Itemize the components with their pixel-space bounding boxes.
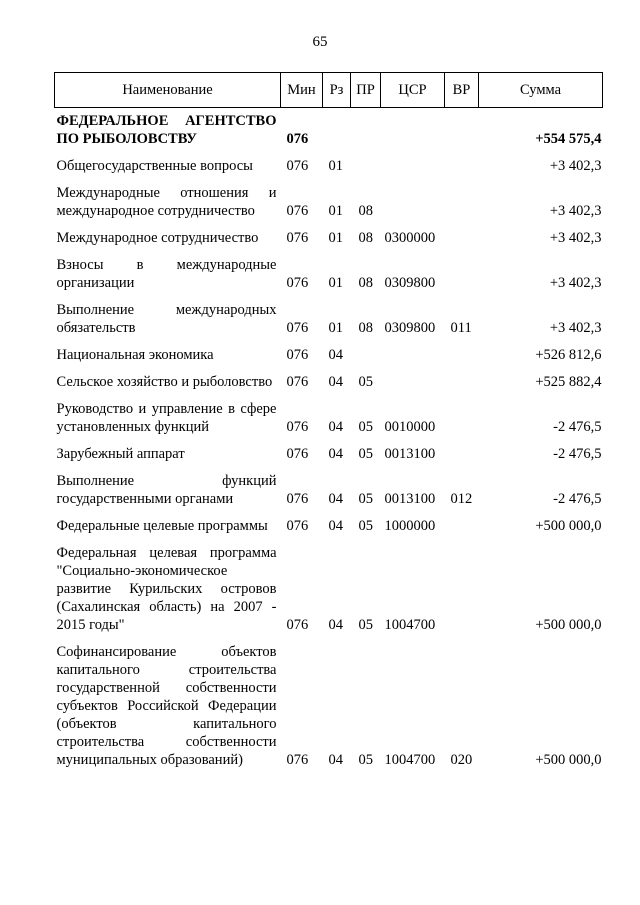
row-vr (445, 250, 479, 295)
table-row (55, 439, 603, 466)
row-vr (445, 367, 479, 394)
row-sum: +525 882,4 (535, 374, 602, 390)
row-name: Софинансирование объектов капитального строительства государственной собственности субъектов Российской Федерации (объектов капитального строительства собственности муниципальных образований) (56, 644, 277, 768)
row-rz: 01 (328, 230, 343, 246)
table-header-row (55, 73, 603, 108)
row-pr: 05 (358, 617, 373, 633)
row-name: Выполнение международных обязательств (56, 302, 277, 336)
row-csr (381, 108, 445, 152)
row-min: 076 (286, 230, 309, 246)
row-csr: 0309800 (384, 320, 436, 336)
row-sum: +3 402,3 (549, 203, 602, 219)
row-pr: 05 (358, 419, 373, 435)
row-vr (445, 178, 479, 223)
row-min: 076 (286, 419, 309, 435)
row-rz: 04 (328, 446, 343, 462)
row-csr: 1000000 (384, 518, 436, 534)
row-sum: +500 000,0 (535, 617, 602, 633)
row-name: Руководство и управление в сфере установленных функций (56, 401, 277, 435)
row-name: ФЕДЕРАЛЬНОЕ АГЕНТСТВО ПО РЫБОЛОВСТВУ (56, 113, 277, 147)
row-min: 076 (286, 158, 309, 174)
row-pr: 05 (358, 752, 373, 768)
row-pr (351, 108, 381, 152)
row-vr (445, 439, 479, 466)
row-pr: 08 (358, 320, 373, 336)
row-min: 076 (286, 752, 309, 768)
row-sum: -2 476,5 (553, 446, 602, 462)
table-row (55, 367, 603, 394)
row-pr: 05 (358, 491, 373, 507)
row-sum: +3 402,3 (549, 275, 602, 291)
header-vr: ВР (445, 73, 479, 108)
table-row (55, 511, 603, 538)
row-rz: 01 (328, 275, 343, 291)
row-sum: +554 575,4 (535, 131, 602, 147)
header-name: Наименование (55, 73, 281, 108)
row-vr: 020 (450, 752, 473, 768)
row-rz: 04 (328, 617, 343, 633)
row-csr: 0010000 (384, 419, 436, 435)
row-min: 076 (286, 518, 309, 534)
table-row (55, 394, 603, 439)
row-csr (381, 178, 445, 223)
table-row (55, 295, 603, 340)
row-vr (445, 108, 479, 152)
row-vr: 012 (450, 491, 473, 507)
row-rz: 01 (328, 203, 343, 219)
row-sum: +3 402,3 (549, 320, 602, 336)
row-pr: 05 (358, 446, 373, 462)
row-name: Сельское хозяйство и рыболовство (56, 374, 273, 390)
row-rz (323, 108, 351, 152)
row-csr: 0013100 (384, 491, 436, 507)
row-csr: 0309800 (384, 275, 436, 291)
header-rz: Рз (323, 73, 351, 108)
row-min: 076 (286, 275, 309, 291)
row-rz: 04 (328, 347, 343, 363)
row-min: 076 (286, 203, 309, 219)
row-csr (381, 367, 445, 394)
row-rz: 04 (328, 374, 343, 390)
row-pr: 08 (358, 275, 373, 291)
row-pr: 05 (358, 518, 373, 534)
row-min: 076 (286, 131, 309, 147)
row-name: Национальная экономика (56, 347, 214, 363)
table-row (55, 178, 603, 223)
page-number: 65 (312, 34, 328, 50)
row-name: Выполнение функций государственными органами (56, 473, 277, 507)
row-min: 076 (286, 347, 309, 363)
row-name: Федеральная целевая программа "Социально-экономическое развитие Курильских островов (Сахалинская область) на 2007 - 2015 годы" (56, 545, 277, 633)
table-row (55, 108, 603, 152)
row-pr: 08 (358, 230, 373, 246)
row-sum: +500 000,0 (535, 518, 602, 534)
header-csr: ЦСР (381, 73, 445, 108)
table-row (55, 223, 603, 250)
row-vr (445, 223, 479, 250)
row-sum: -2 476,5 (553, 491, 602, 507)
row-pr (351, 340, 381, 367)
row-name: Федеральные целевые программы (56, 518, 268, 534)
row-csr: 0300000 (384, 230, 436, 246)
row-csr: 0013100 (384, 446, 436, 462)
table-row (55, 538, 603, 637)
row-rz: 01 (328, 320, 343, 336)
row-sum: +526 812,6 (535, 347, 602, 363)
row-sum: -2 476,5 (553, 419, 602, 435)
row-pr (351, 151, 381, 178)
row-csr: 1004700 (384, 752, 436, 768)
header-pr: ПР (351, 73, 381, 108)
header-min: Мин (281, 73, 323, 108)
row-min: 076 (286, 446, 309, 462)
header-sum: Сумма (479, 73, 603, 108)
table-row (55, 250, 603, 295)
budget-table (54, 72, 603, 772)
row-min: 076 (286, 320, 309, 336)
row-sum: +3 402,3 (549, 230, 602, 246)
row-vr (445, 340, 479, 367)
row-csr (381, 340, 445, 367)
row-min: 076 (286, 617, 309, 633)
table-row (55, 151, 603, 178)
row-vr (445, 511, 479, 538)
row-vr (445, 538, 479, 637)
row-name: Международное сотрудничество (56, 230, 259, 246)
table-row (55, 637, 603, 772)
row-pr: 08 (358, 203, 373, 219)
row-csr (381, 151, 445, 178)
row-sum: +500 000,0 (535, 752, 602, 768)
row-vr (445, 394, 479, 439)
row-name: Взносы в международные организации (56, 257, 277, 291)
row-rz: 04 (328, 518, 343, 534)
row-min: 076 (286, 374, 309, 390)
table-row (55, 466, 603, 511)
row-name: Зарубежный аппарат (56, 446, 185, 462)
row-name: Международные отношения и международное сотрудничество (56, 185, 277, 219)
row-rz: 04 (328, 491, 343, 507)
row-rz: 01 (328, 158, 343, 174)
row-min: 076 (286, 491, 309, 507)
row-pr: 05 (358, 374, 373, 390)
row-rz: 04 (328, 419, 343, 435)
table-row (55, 340, 603, 367)
row-csr: 1004700 (384, 617, 436, 633)
row-vr: 011 (450, 320, 472, 336)
row-name: Общегосударственные вопросы (56, 158, 253, 174)
row-sum: +3 402,3 (549, 158, 602, 174)
row-vr (445, 151, 479, 178)
row-rz: 04 (328, 752, 343, 768)
